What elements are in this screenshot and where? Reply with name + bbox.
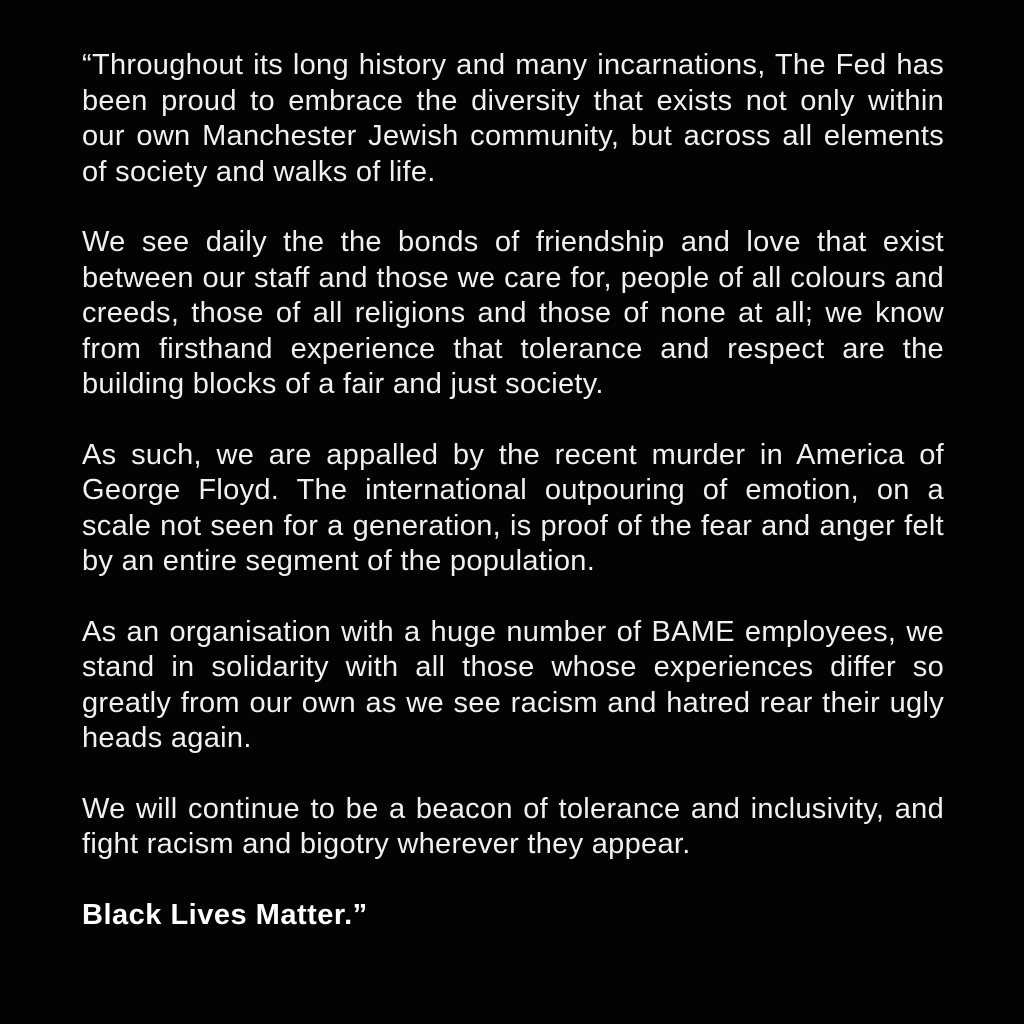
statement-paragraph: We will continue to be a beacon of tolerance and inclusivity, and fight racism and bigotry wherever they appear. — [82, 792, 944, 860]
statement-paragraph: As an organisation with a huge number of BAME employees, we stand in solidarity with all those whose experiences differ so greatly from our own as we see racism and hatred rear their ugly heads again. — [82, 615, 944, 754]
statement-block — [82, 48, 944, 968]
statement-paragraph: As such, we are appalled by the recent murder in America of George Floyd. The international outpouring of emotion, on a scale not seen for a generation, is proof of the fear and anger felt by an entire segment of the population. — [82, 438, 944, 577]
statement-paragraph: “Throughout its long history and many incarnations, The Fed has been proud to embrace the diversity that exists not only within our own Manchester Jewish community, but across all elements of society and walks of life. — [82, 49, 944, 188]
statement-paragraph: We see daily the the bonds of friendship and love that exist between our staff and those we care for, people of all colours and creeds, those of all religions and those of none at all; we know from firsthand experience that tolerance and respect are the building blocks of a fair and just society. — [82, 226, 944, 400]
closing-line: Black Lives Matter.” — [82, 898, 368, 931]
